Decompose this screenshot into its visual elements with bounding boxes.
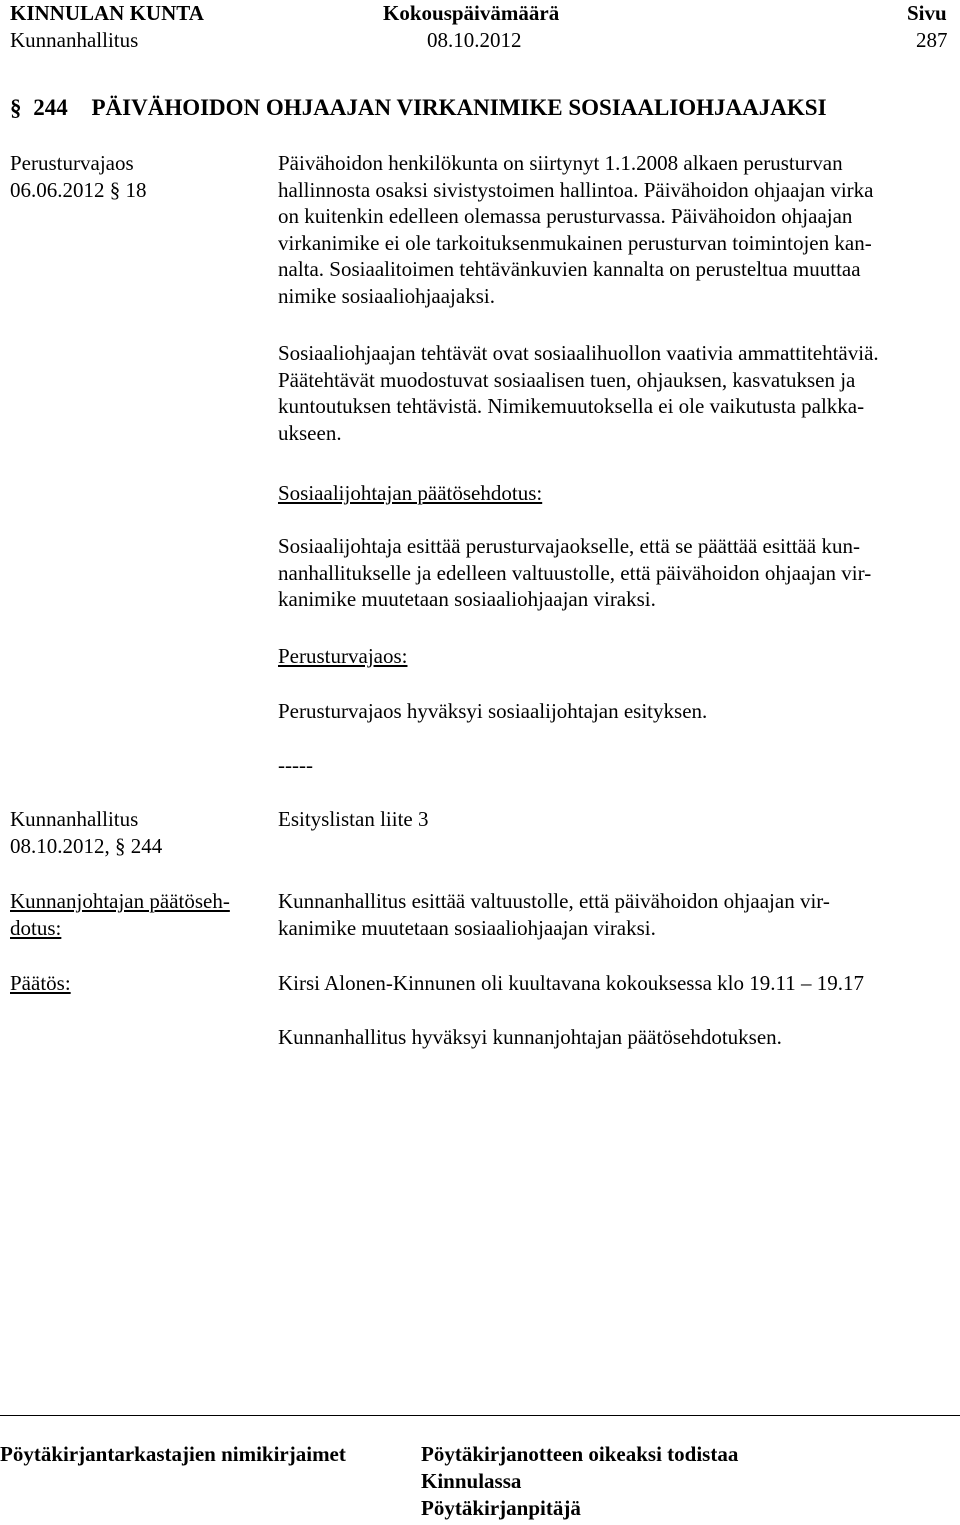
decision-line-2: Kunnanhallitus hyväksyi kunnanjohtajan päätösehdotuksen. — [278, 1025, 782, 1049]
place-label: Kinnulassa — [421, 1469, 522, 1493]
text-line: Päätehtävät muodostuvat sosiaalisen tuen, ohjauksen, kasvatuksen ja — [278, 367, 856, 392]
board-ref-line — [10, 833, 270, 860]
board-number: 244 — [130, 833, 163, 858]
decision-heading: Perusturvajaos: — [278, 644, 408, 668]
reference-date-line — [10, 177, 270, 204]
text-line: kuntoutuksen tehtävistä. Nimikemuutoksella ei ole vaikutusta palkka- — [278, 394, 865, 418]
text-line: ukseen. — [278, 420, 342, 445]
decision-line-1: Kirsi Alonen-Kinnunen oli kuultavana kokouksessa klo 19.11 – 19.17 — [278, 971, 864, 995]
text-line: on kuitenkin edelleen olemassa perusturvassa. Päivähoidon ohjaajan — [278, 204, 853, 228]
page-number: 287 — [916, 28, 948, 52]
section-number: 244 — [33, 95, 68, 120]
paragraph-decision: Perusturvajaos hyväksyi sosiaalijohtajan esityksen. — [278, 699, 708, 723]
paragraph-duties — [278, 340, 948, 446]
reference-symbol: § — [109, 177, 121, 202]
text-line: nanhallitukselle ja edelleen valtuustolle, että päivähoidon ohjaajan vir- — [278, 560, 872, 585]
text-line: virkanimike ei ole tarkoituksenmukainen perusturvan toimintojen kan- — [278, 230, 872, 255]
paragraph-proposal — [278, 533, 948, 613]
attachment-reference: Esityslistan liite 3 — [278, 807, 429, 831]
separator: ----- — [278, 753, 313, 777]
section-symbol: § — [10, 95, 22, 120]
page-label: Sivu — [907, 1, 947, 25]
reference-date: 06.06.2012 — [10, 177, 105, 202]
meeting-date: 08.10.2012 — [427, 28, 522, 52]
text-line: Päivähoidon henkilökunta on siirtynyt 1.1.2008 alkaen perusturvan — [278, 151, 843, 175]
board-ref: 08.10.2012, — [10, 833, 110, 858]
board-reference — [10, 806, 270, 859]
reference-label — [10, 150, 270, 203]
text-line: nalta. Sosiaalitoimen tehtävänkuvien kannalta on perusteltua muuttaa — [278, 257, 861, 281]
text-line: kanimike muutetaan sosiaaliohjaajan viraksi. — [278, 915, 656, 940]
text-line: hallinnosta osaksi sivistystoimen hallintoa. Päivähoidon ohjaajan virka — [278, 177, 874, 202]
board-body: Kunnanhallitus — [10, 807, 139, 831]
section-title — [10, 95, 827, 122]
proposal-heading: Sosiaalijohtajan päätösehdotus: — [278, 481, 543, 505]
mayor-proposal-label — [10, 888, 270, 941]
reference-body: Perusturvajaos — [10, 151, 134, 175]
text-line: Sosiaalijohtaja esittää perusturvajaokselle, että se päättää esittää kun- — [278, 534, 860, 558]
meeting-date-label: Kokouspäivämäärä — [383, 1, 560, 25]
board-symbol: § — [115, 833, 126, 858]
keeper-label: Pöytäkirjanpitäjä — [421, 1496, 581, 1520]
footer-divider — [0, 1415, 960, 1416]
board-name: Kunnanhallitus — [10, 28, 139, 52]
paragraph-background — [278, 150, 948, 309]
label-line: dotus: — [10, 915, 62, 940]
decision-label: Päätös: — [10, 971, 71, 995]
text-line: nimike sosiaaliohjaajaksi. — [278, 283, 495, 308]
text-line: Sosiaaliohjaajan tehtävät ovat sosiaalihuollon vaativia ammattitehtäviä. — [278, 341, 879, 365]
mayor-proposal-text — [278, 888, 948, 941]
section-heading: PÄIVÄHOIDON OHJAAJAN VIRKANIMIKE SOSIAALIOHJAAJAKSI — [91, 95, 827, 120]
signatures-label: Pöytäkirjantarkastajien nimikirjaimet — [0, 1442, 346, 1466]
municipality-name: KINNULAN KUNTA — [10, 1, 204, 25]
certify-label: Pöytäkirjanotteen oikeaksi todistaa — [421, 1442, 739, 1466]
reference-number: 18 — [125, 177, 147, 202]
text-line: kanimike muutetaan sosiaaliohjaajan viraksi. — [278, 587, 656, 611]
text-line: Kunnanhallitus esittää valtuustolle, että päivähoidon ohjaajan vir- — [278, 889, 830, 913]
label-line: Kunnanjohtajan päätöseh- — [10, 889, 230, 913]
